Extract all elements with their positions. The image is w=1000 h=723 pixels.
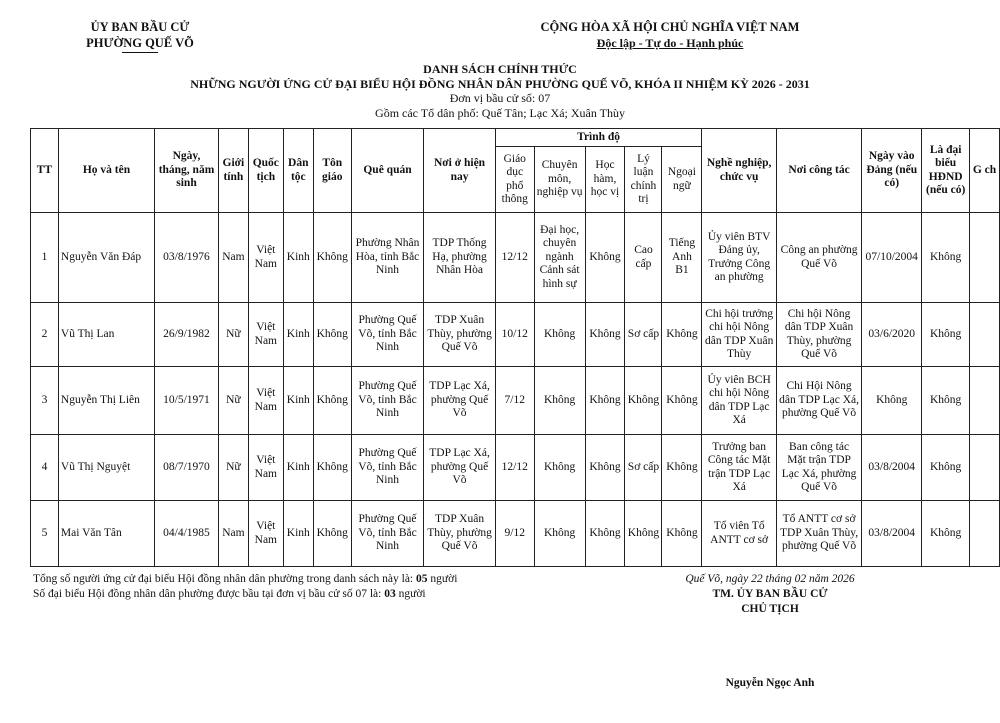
cell-hdnd: Không [922,213,970,303]
cell-hometown: Phường Quế Võ, tỉnh Bắc Ninh [351,501,424,567]
cell-workplace: Tổ ANTT cơ sở TDP Xuân Thùy, phường Quế Võ [776,501,861,567]
issuer-block [60,19,220,53]
cell-dob: 10/5/1971 [155,367,219,435]
elected-count-unit: người [395,588,426,600]
cell-hdnd: Không [922,501,970,567]
cell-extra [970,435,1000,501]
sign-organization: TM. ỦY BAN BẦU CỬ [712,588,828,600]
cell-tt: 5 [31,501,59,567]
cell-general-edu: 9/12 [495,501,534,567]
cell-dob: 03/8/1976 [155,213,219,303]
cell-workplace: Chi Hội Nông dân TDP Lạc Xá, phường Quế Võ [776,367,861,435]
cell-party-date: 03/8/2004 [862,435,922,501]
header-specialty: Chuyên môn, nghiệp vụ [534,147,585,213]
document-titles [0,62,1000,120]
elected-count-line [33,587,457,602]
country-name: CỘNG HÒA XÃ HỘI CHỦ NGHĨA VIỆT NAM [540,20,800,34]
cell-specialty: Đại học, chuyên ngành Cảnh sát hình sự [534,213,585,303]
cell-residence: TDP Lạc Xá, phường Quế Võ [424,435,496,501]
total-candidates-text: Tổng số người ứng cử đại biểu Hội đồng nhân dân phường trong danh sách này là: [33,573,416,585]
header-education-group: Trình độ [495,129,702,147]
header-language: Ngoại ngữ [662,147,702,213]
cell-religion: Không [313,501,351,567]
cell-name: Vũ Thị Nguyệt [58,435,154,501]
document-title: DANH SÁCH CHÍNH THỨC [423,62,577,76]
cell-occupation: Ủy viên BTV Đảng ủy, Trưởng Công an phường [702,213,777,303]
cell-party-date: 07/10/2004 [862,213,922,303]
header-party-date: Ngày vào Đảng (nếu có) [862,129,922,213]
cell-general-edu: 7/12 [495,367,534,435]
elected-count-text: Số đại biểu Hội đồng nhân dân phường được bầu tại đơn vị bầu cử số 07 là: [33,588,385,600]
cell-workplace: Chi hội Nông dân TDP Xuân Thùy, phường Quế Võ [776,303,861,367]
cell-hdnd: Không [922,435,970,501]
cell-hometown: Phường Quế Võ, tỉnh Bắc Ninh [351,367,424,435]
cell-name: Nguyễn Thị Liên [58,367,154,435]
document-subtitle: NHỮNG NGƯỜI ỨNG CỬ ĐẠI BIỂU HỘI ĐỒNG NHÂN DÂN PHƯỜNG QUẾ VÕ, KHÓA II NHIỆM KỲ 2026 - 2031 [190,76,810,91]
national-header [520,19,820,51]
header-gender: Giới tính [218,129,248,213]
cell-party-date: 03/6/2020 [862,303,922,367]
cell-ethnicity: Kinh [283,303,313,367]
cell-specialty: Không [534,303,585,367]
cell-general-edu: 12/12 [495,435,534,501]
cell-political: Sơ cấp [625,303,662,367]
cell-specialty: Không [534,367,585,435]
cell-party-date: 03/8/2004 [862,501,922,567]
header-nationality: Quốc tịch [248,129,283,213]
cell-extra [970,367,1000,435]
summary-block [33,572,457,602]
cell-degree: Không [585,367,625,435]
cell-residence: TDP Xuân Thùy, phường Quế Võ [424,501,496,567]
cell-workplace: Công an phường Quế Võ [776,213,861,303]
cell-political: Không [625,501,662,567]
cell-language: Không [662,367,702,435]
cell-nationality: Việt Nam [248,435,283,501]
table-row [31,367,1000,435]
header-occupation: Nghề nghiệp, chức vụ [702,129,777,213]
cell-nationality: Việt Nam [248,367,283,435]
cell-religion: Không [313,303,351,367]
cell-religion: Không [313,435,351,501]
cell-name: Nguyễn Văn Đáp [58,213,154,303]
cell-ethnicity: Kinh [283,435,313,501]
cell-extra [970,501,1000,567]
header-residence: Nơi ở hiện nay [424,129,496,213]
cell-residence: TDP Xuân Thùy, phường Quế Võ [424,303,496,367]
cell-language: Không [662,435,702,501]
cell-specialty: Không [534,435,585,501]
total-candidates-line [33,572,457,587]
header-religion: Tôn giáo [313,129,351,213]
cell-gender: Nữ [218,435,248,501]
cell-extra [970,303,1000,367]
electoral-unit: Đơn vị bầu cử số: 07 [449,91,551,105]
cell-degree: Không [585,303,625,367]
cell-gender: Nữ [218,367,248,435]
header-workplace: Nơi công tác [776,129,861,213]
cell-ethnicity: Kinh [283,213,313,303]
table-row [31,501,1000,567]
total-candidates-unit: người [427,573,458,585]
header-ethnicity: Dân tộc [283,129,313,213]
candidate-table [30,128,1000,567]
cell-degree: Không [585,501,625,567]
cell-language: Không [662,501,702,567]
header-extra: G ch [970,129,1000,213]
header-degree: Học hàm, học vị [585,147,625,213]
cell-general-edu: 12/12 [495,213,534,303]
residential-groups: Gồm các Tổ dân phố: Quế Tân; Lạc Xá; Xuân Thùy [375,105,625,120]
cell-occupation: Ủy viên BCH chi hội Nông dân TDP Lạc Xá [702,367,777,435]
header-tt: TT [31,129,59,213]
cell-tt: 4 [31,435,59,501]
cell-language: Không [662,303,702,367]
cell-nationality: Việt Nam [248,303,283,367]
header-hdnd: Là đại biểu HĐND (nếu có) [922,129,970,213]
cell-degree: Không [585,435,625,501]
cell-hdnd: Không [922,367,970,435]
issuer-underline [122,52,158,53]
cell-nationality: Việt Nam [248,213,283,303]
sign-title: CHỦ TỊCH [741,603,799,615]
cell-hometown: Phường Nhân Hòa, tỉnh Bắc Ninh [351,213,424,303]
place-date: Quế Võ, ngày 22 tháng 02 năm 2026 [685,573,855,585]
cell-tt: 2 [31,303,59,367]
cell-language: Tiếng Anh B1 [662,213,702,303]
cell-gender: Nam [218,213,248,303]
header-general-edu: Giáo dục phổ thông [495,147,534,213]
cell-occupation: Tổ viên Tổ ANTT cơ sở [702,501,777,567]
cell-hometown: Phường Quế Võ, tỉnh Bắc Ninh [351,303,424,367]
cell-political: Không [625,367,662,435]
cell-name: Vũ Thị Lan [58,303,154,367]
cell-religion: Không [313,367,351,435]
table-row [31,213,1000,303]
cell-occupation: Chi hội trưởng chi hội Nông dân TDP Xuân Thùy [702,303,777,367]
elected-count: 03 [384,588,396,600]
cell-party-date: Không [862,367,922,435]
cell-extra [970,213,1000,303]
signature-block [640,572,900,617]
header-political: Lý luận chính trị [625,147,662,213]
header-dob: Ngày, tháng, năm sinh [155,129,219,213]
cell-residence: TDP Lạc Xá, phường Quế Võ [424,367,496,435]
cell-political: Cao cấp [625,213,662,303]
cell-ethnicity: Kinh [283,501,313,567]
cell-tt: 3 [31,367,59,435]
header-name: Họ và tên [58,129,154,213]
table-row [31,435,1000,501]
header-hometown: Quê quán [351,129,424,213]
motto: Độc lập - Tự do - Hạnh phúc [596,36,744,50]
cell-religion: Không [313,213,351,303]
cell-hdnd: Không [922,303,970,367]
signer-name: Nguyễn Ngọc Anh [725,677,815,689]
cell-degree: Không [585,213,625,303]
cell-residence: TDP Thống Hạ, phường Nhân Hòa [424,213,496,303]
cell-occupation: Trưởng ban Công tác Mặt trận TDP Lạc Xá [702,435,777,501]
cell-hometown: Phường Quế Võ, tỉnh Bắc Ninh [351,435,424,501]
cell-ethnicity: Kinh [283,367,313,435]
cell-nationality: Việt Nam [248,501,283,567]
cell-dob: 08/7/1970 [155,435,219,501]
cell-workplace: Ban công tác Mặt trận TDP Lạc Xá, phường Quế Võ [776,435,861,501]
cell-tt: 1 [31,213,59,303]
issuer-line-1: ỦY BAN BẦU CỬ [90,20,190,34]
cell-dob: 04/4/1985 [155,501,219,567]
cell-specialty: Không [534,501,585,567]
cell-dob: 26/9/1982 [155,303,219,367]
issuer-line-2: PHƯỜNG QUẾ VÕ [86,36,194,50]
table-row [31,303,1000,367]
cell-political: Sơ cấp [625,435,662,501]
cell-gender: Nữ [218,303,248,367]
cell-name: Mai Văn Tân [58,501,154,567]
cell-general-edu: 10/12 [495,303,534,367]
cell-gender: Nam [218,501,248,567]
total-candidates-count: 05 [416,573,428,585]
